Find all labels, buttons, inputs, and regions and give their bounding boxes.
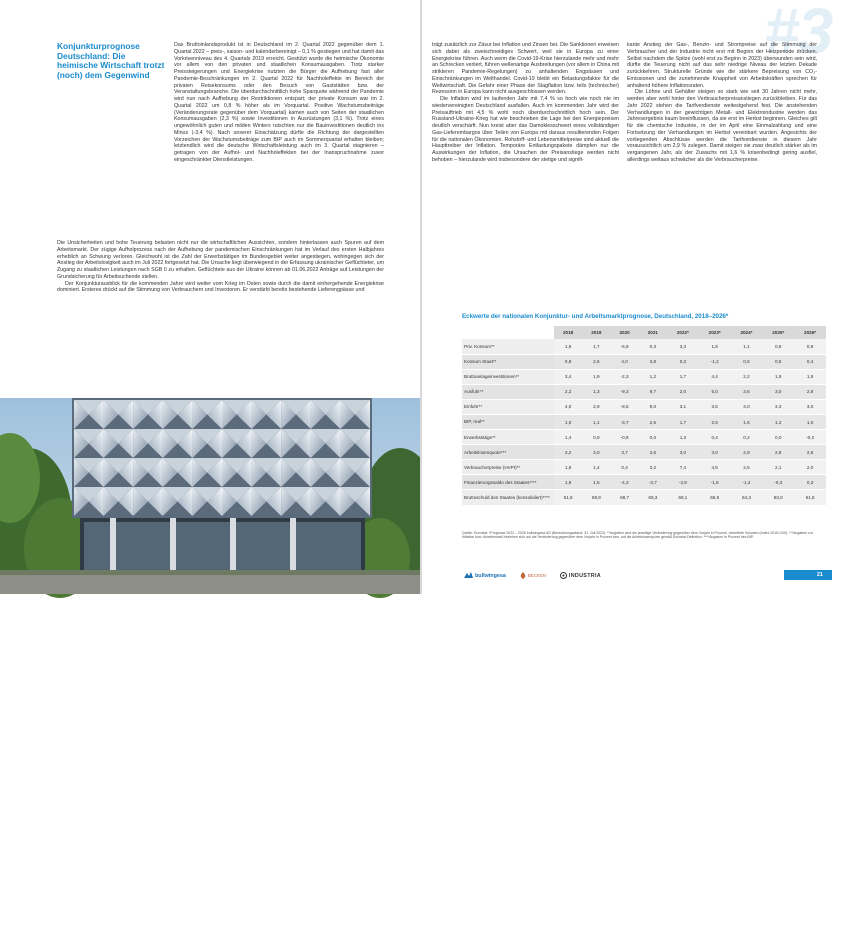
table-cell: 0,3 — [639, 339, 667, 354]
table-row — [462, 339, 826, 354]
table-cell: 61,8 — [794, 490, 826, 505]
table-cell: 1,3 — [667, 430, 699, 445]
table-cell: 3,0 — [582, 445, 610, 460]
bullwingesa-logo — [464, 572, 506, 579]
table-cell: 4,4 — [699, 369, 731, 384]
table-cell: 3,8 — [639, 354, 667, 369]
table-cell: 64,3 — [731, 490, 763, 505]
table-cell: 9,7 — [639, 384, 667, 399]
table-cell: -3,7 — [639, 475, 667, 490]
paragraph: Das Bruttoinlandsprodukt ist in Deutschland im 2. Quartal 2022 gegenüber dem 1. Quartal 2022 – preis-, saison- und kalenderbereinigt – 0,1 % gestiegen und hat damit das Vorkrisenniveau des 4. Quartals 2019 erreicht. Gestützt wurde die heimische Ökonomie vor allem von den privaten und staatlichen Konsumausgaben. Trotz starker Preissteigerungen und Energiekrise nutzten die Bürger die Aufhebung fast aller Pandemie-Beschränkungen im 2. Quartal 2022 für Nachholeffekte im Bereich der privaten Reisekonsums oder den Besuch von Gaststätten bzw. der Veranstaltungsbranche. Die überdurchschnittlich hohe Sparquote während der Pandemie wird nun nach Aufhebung der Restriktionen entspart; der private Konsum war im 2. Quartal 2022 um 0,8 % höher als im Vorquartal. Positive Wachstumsbeiträge (Veränderungsrate gegenüber dem Vorquartal) kamen auch von Seiten der staatlichen Konsumausgaben (2,3 %) sowie Investitionen in Ausrüstungen (3,1 %). Trotz eines ungewöhnlich guten und milden Winters rutschten nur die Bauinvestitionen deutlich ins Minus (-3,4 %). Nach unserer Einschätzung dürfte die Richtung der dargestellten Vorzeichen der Wachstumsbeiträge zum BIP auch im Sommerquartal erhalten bleiben; letztendlich wird die deutsche Wirtschaftsleistung auch im 3. Quartal stagnieren – getragen von der Aufhol- und Nachholeffekten bei der Inanspruchnahme zuvor eingeschränkter Dienstleistungen. — [174, 42, 384, 163]
table-cell: -0,8 — [611, 430, 639, 445]
table-cell: 3,0 — [794, 399, 826, 414]
table-cell: 3,4 — [554, 369, 582, 384]
table-cell: 4,0 — [731, 399, 763, 414]
table-cell: -3,7 — [611, 414, 639, 429]
table-row — [462, 430, 826, 445]
table-title: Eckwerte der nationalen Konjunktur- und Arbeitsmarktprognose, Deutschland, 2018–2026* — [462, 313, 729, 320]
table-cell: 3,0 — [699, 445, 731, 460]
table-cell: -0,3 — [762, 475, 794, 490]
table-cell: 1,5 — [554, 339, 582, 354]
photo-credit: Foto: Bullwingesa / Becken — [405, 879, 410, 928]
bullwingesa-logo-text: bullwingesa — [475, 572, 506, 579]
table-cell: 4,0 — [554, 399, 582, 414]
table-cell: 0,0 — [639, 430, 667, 445]
table-body — [462, 339, 826, 505]
table-cell: 1,4 — [582, 460, 610, 475]
table-row — [462, 445, 826, 460]
table-cell: -0,2 — [794, 430, 826, 445]
table-cell: 3,6 — [699, 399, 731, 414]
left-page — [0, 0, 421, 928]
table-row — [462, 490, 826, 505]
table-cell: 1,8 — [699, 339, 731, 354]
industria-logo-text: INDUSTRIA — [568, 572, 601, 579]
table-cell: 2,6 — [582, 354, 610, 369]
right-page — [422, 0, 843, 594]
table-cell: 9,0 — [639, 399, 667, 414]
table-cell: 2,0 — [794, 460, 826, 475]
table-cell: 0,4 — [611, 460, 639, 475]
table-cell: 4,5 — [699, 460, 731, 475]
year-header: 2026* — [794, 326, 826, 339]
year-header: 2020 — [611, 326, 639, 339]
industria-logo-icon — [560, 572, 567, 579]
table-cell: 1,0 — [554, 414, 582, 429]
table-cell: 0,9 — [582, 430, 610, 445]
becken-logo-text: BECKEN — [527, 573, 546, 578]
table-cell: 1,9 — [762, 369, 794, 384]
section-title: Konjunkturprognose Deutschland: Die heimische Wirtschaft trotzt (noch) dem Gegenwind — [57, 41, 165, 80]
table-cell: 0,4 — [794, 354, 826, 369]
table-cell: 0,6 — [731, 354, 763, 369]
table-cell: 66,9 — [699, 490, 731, 505]
table-row — [462, 399, 826, 414]
table-cell: 1,2 — [639, 369, 667, 384]
table-cell: 3,2 — [554, 445, 582, 460]
table-cell: 0,8 — [554, 354, 582, 369]
table-cell: -2,3 — [611, 369, 639, 384]
table-cell: 1,7 — [667, 369, 699, 384]
table-cell: 3,7 — [611, 445, 639, 460]
table-cell: 1,9 — [582, 369, 610, 384]
table-cell: 61,8 — [554, 490, 582, 505]
building-photo — [0, 398, 421, 928]
page-number: 21 — [784, 570, 832, 580]
bullwingesa-logo-icon — [464, 572, 473, 579]
paragraph: kante Anstieg der Gas-, Benzin- und Strompreise auf die Stimmung der Verbraucher und der Industrie nicht erst mit Beginn der Heizperiode drücken. Selbst nachdem die Spitze (wohl erst zu Beginn in 2023) überwunden sein wird, dürfte die Teuerung nicht auf das sehr niedrige Niveau der letzten Dekade zurückkehren. Strukturelle Gründe wie die stärkere Bepreisung von CO₂-Emissionen und die zunehmende Knappheit von Arbeitskräften sprechen für anhaltend höhere Inflationsraten. — [627, 42, 817, 89]
table-cell: 1,1 — [582, 414, 610, 429]
left-column-2 — [57, 240, 384, 294]
forecast-table — [462, 326, 826, 506]
paragraph: Die Unsicherheiten und hohe Teuerung belasten nicht nur die wirtschaftlichen Aussichten, sondern hinterlassen auch Spuren auf dem Arbeitsmarkt. Der zügige Aufholprozess nach der Aufhebung der pandemischen Einschränkungen hat im Verlauf des ersten Halbjahres erheblich an Schwung verloren. Gleichwohl ist die Zahl der Erwerbstätigen im Bundesgebiet weiter angestiegen, wohingegen sich der Anstieg der Arbeitslosigkeit auch im Juli 2022 fortgesetzt hat. Die Ursache liegt überwiegend in der Erfassung ukrainischer Geflüchteter, um Zugang zu staatlichen Leistungen nach SGB II zu erhalten. Geflüchtete aus der Ukraine können ab 01.06.2022 Anträge auf Leistungen der Grundsicherung für Arbeitsuchende stellen. — [57, 240, 384, 280]
table-cell: 3,3 — [762, 399, 794, 414]
table-cell: 63,0 — [762, 490, 794, 505]
table-cell: 2,2 — [731, 369, 763, 384]
year-header: 2022* — [667, 326, 699, 339]
table-cell: 69,3 — [639, 490, 667, 505]
table-cell: -1,2 — [699, 354, 731, 369]
table-cell: 2,9 — [582, 399, 610, 414]
row-label: Konsum Staat** — [462, 354, 554, 369]
table-cell: 1,7 — [582, 339, 610, 354]
forecast-data-table — [462, 326, 826, 506]
row-label: Bruttoschuld des Staates (konsolidiert)**** — [462, 490, 554, 505]
table-row — [462, 384, 826, 399]
paragraph: Die Löhne und Gehälter steigen so stark wie seit 30 Jahren nicht mehr, werden aber wohl hinter den Verbraucherpreisanstiegen zurückbleiben. Für das Jahr 2022 stehen die Tarifverdienste weitestgehend fest. Die anstehenden Verhandlungen in der gewichtigen Metall- und Elektroindustrie werden das Jahresergebnis kaum beeinflussen, da sie erst im Herbst beginnen. Gleiches gilt für die chemische Industrie, in der im April eine Einmalzahlung und eine Fortsetzung der Verhandlungen im Herbst vereinbart wurden. Angesichts der vorliegenden Abschlüsse werden die Tarifverdienste in diesem Jahr voraussichtlich um 2,9 % zulegen. Damit steigen sie zwar deutlich stärker als im vergangenen Jahr, als der Zuwachs mit 1,6 % krisenbedingt gering ausfiel, allerdings weitaus schwächer als die Verbraucherpreise. — [627, 89, 817, 163]
table-cell: 3,6 — [639, 445, 667, 460]
table-cell: 1,0 — [794, 414, 826, 429]
row-label: Erwerbstätige** — [462, 430, 554, 445]
table-row — [462, 475, 826, 490]
table-cell: 68,7 — [611, 490, 639, 505]
becken-logo-icon — [520, 572, 526, 579]
table-cell: 5,0 — [699, 384, 731, 399]
table-cell: 3,2 — [639, 460, 667, 475]
table-row — [462, 354, 826, 369]
building-illustration — [0, 398, 421, 594]
table-cell: 1,5 — [582, 475, 610, 490]
footer-logos — [464, 572, 601, 579]
table-cell: 1,9 — [554, 475, 582, 490]
paragraph: Der Konjunkturausblick für die kommenden Jahre wird weiter vom Krieg im Osten sowie durch die damit einhergehende Energiekrise dominiert. Ersteres drückt auf die Stimmung von Verbrauchern und Investoren. Er verstärkt bereits bestehende Lieferengpässe und — [57, 280, 384, 294]
industria-logo — [560, 572, 601, 579]
table-cell: 0,4 — [699, 430, 731, 445]
year-header: 2024* — [731, 326, 763, 339]
table-cell: 1,2 — [762, 414, 794, 429]
table-cell: -2,8 — [667, 475, 699, 490]
right-column-1 — [432, 42, 619, 164]
row-label: Finanzierungssaldo des Staates**** — [462, 475, 554, 490]
paragraph: trägt zusätzlich zur Zäsur bei Inflation und Zinsen bei. Die Sanktionen erweisen sich dabei als zweischneidiges Schwert, weil sie in Europa zu einer Energiekrise führen. Auch wenn die Covid-19-Krise hierzulande mehr und mehr an Schrecken verliert, führen wellenartige Ausbreitungen (vor allem in China mit strikteren Pandemie-Regelungen) zu anhaltenden Engpässen und Einschränkungen im Welthandel. Covid-19 bleibt ein Belastungsfaktor für die Weltwirtschaft. Die Gefahr einer Phase der Stagflation bzw. teils (technischer) Rezession in Europa kann nicht ausgeschlossen werden. — [432, 42, 619, 96]
paragraph: Die Inflation wird im laufenden Jahr mit 7,4 % so hoch wie noch nie im wiedervereinigten Deutschland ausfallen. Auch im kommenden Jahr wird der Preisauftrieb mit 4,5 % wohl noch überdurchschnittlich hoch sein. Der Russland-Ukraine-Krieg hat wie beschrieben die Lage bei den Energiepreisen deutlich verschärft. Nun kreist aber das Damoklesschwert eines vollständigen Gas-Lieferembargos über Teilen von Europa mit daraus resultierenden Folgen für die nationalen Ökonomien. Rohstoff- und Lebensmittelpreise sind aktuell die Haupttreiber der Inflation. Temporäre Entlastungspakete dämpfen nur die Auswirkungen der Inflation, die Ursachen der Preisanstiege werden nicht behoben – hierzulande wird insbesondere der stetige und signifi- — [432, 96, 619, 163]
table-footnote: Quelle: Eurostat. *Prognose 2022 – 2026 bullwingesa AG (Berechnungsstand: 31. Juli 2022). **Angaben sind die jeweilige Veränderung gegenüber dem Vorjahr in Prozent, verkettete Volumen (Index 2015=100). ***Angaben zur Inflation bzw. Arbeitsmarkt beziehen sich auf die Veränderung gegenüber dem Vorjahr in Prozent bzw. auf die Arbeitslosenquote gemäß Eurostat-Definition. ****Angaben in Prozent des BIP. — [462, 531, 813, 540]
table-cell: 0,3 — [667, 354, 699, 369]
year-header: 2018 — [554, 326, 582, 339]
right-column-2 — [627, 42, 817, 164]
table-cell: 1,6 — [731, 414, 763, 429]
table-cell: -9,3 — [611, 384, 639, 399]
table-cell: 2,6 — [639, 414, 667, 429]
table-cell: 2,5 — [699, 414, 731, 429]
table-cell: 0,3 — [794, 475, 826, 490]
table-row — [462, 369, 826, 384]
table-cell: 0,2 — [731, 430, 763, 445]
table-cell: 2,1 — [762, 460, 794, 475]
table-cell: 3,0 — [762, 384, 794, 399]
table-row — [462, 460, 826, 475]
table-cell: 3,1 — [667, 399, 699, 414]
table-cell: -8,5 — [611, 399, 639, 414]
table-cell: 0,0 — [762, 430, 794, 445]
table-cell: 2,9 — [731, 445, 763, 460]
year-header: 2025* — [762, 326, 794, 339]
table-header-row — [462, 326, 826, 339]
table-cell: 58,9 — [582, 490, 610, 505]
table-cell: 3,6 — [731, 384, 763, 399]
row-label: Arbeitslosenquote*** — [462, 445, 554, 460]
table-cell: 4,0 — [611, 354, 639, 369]
table-cell: -4,3 — [611, 475, 639, 490]
table-cell: 68,1 — [667, 490, 699, 505]
row-label: Bruttoanlageinvestitionen** — [462, 369, 554, 384]
table-cell: -1,6 — [699, 475, 731, 490]
table-cell: 7,4 — [667, 460, 699, 475]
table-cell: -5,8 — [611, 339, 639, 354]
table-cell: 1,3 — [582, 384, 610, 399]
table-cell: 2,8 — [794, 384, 826, 399]
table-cell: 3,0 — [667, 445, 699, 460]
table-cell: -1,2 — [731, 475, 763, 490]
year-header: 2021 — [639, 326, 667, 339]
table-cell: 2,2 — [554, 384, 582, 399]
header-label-cell — [462, 326, 554, 339]
chapter-number: #3 — [764, 0, 832, 67]
table-cell: 2,0 — [667, 384, 699, 399]
row-label: Ausfuhr** — [462, 384, 554, 399]
table-cell: 1,5 — [794, 369, 826, 384]
table-cell: 1,1 — [731, 339, 763, 354]
table-cell: 1,9 — [554, 460, 582, 475]
table-cell: 1,4 — [554, 430, 582, 445]
row-label: Verbraucherpreise (HVPI)** — [462, 460, 554, 475]
year-header: 2019 — [582, 326, 610, 339]
table-cell: 0,6 — [794, 339, 826, 354]
left-column-1 — [174, 42, 384, 164]
table-cell: 0,5 — [762, 354, 794, 369]
table-row — [462, 414, 826, 429]
table-cell: 1,7 — [667, 414, 699, 429]
table-cell: 2,6 — [794, 445, 826, 460]
becken-logo — [520, 572, 546, 579]
table-cell: 3,3 — [667, 339, 699, 354]
row-label: BIP, real** — [462, 414, 554, 429]
table-cell: 2,5 — [731, 460, 763, 475]
table-cell: 0,8 — [762, 339, 794, 354]
row-label: Einfuhr** — [462, 399, 554, 414]
row-label: Priv. Konsum** — [462, 339, 554, 354]
year-header: 2023* — [699, 326, 731, 339]
table-cell: 2,8 — [762, 445, 794, 460]
